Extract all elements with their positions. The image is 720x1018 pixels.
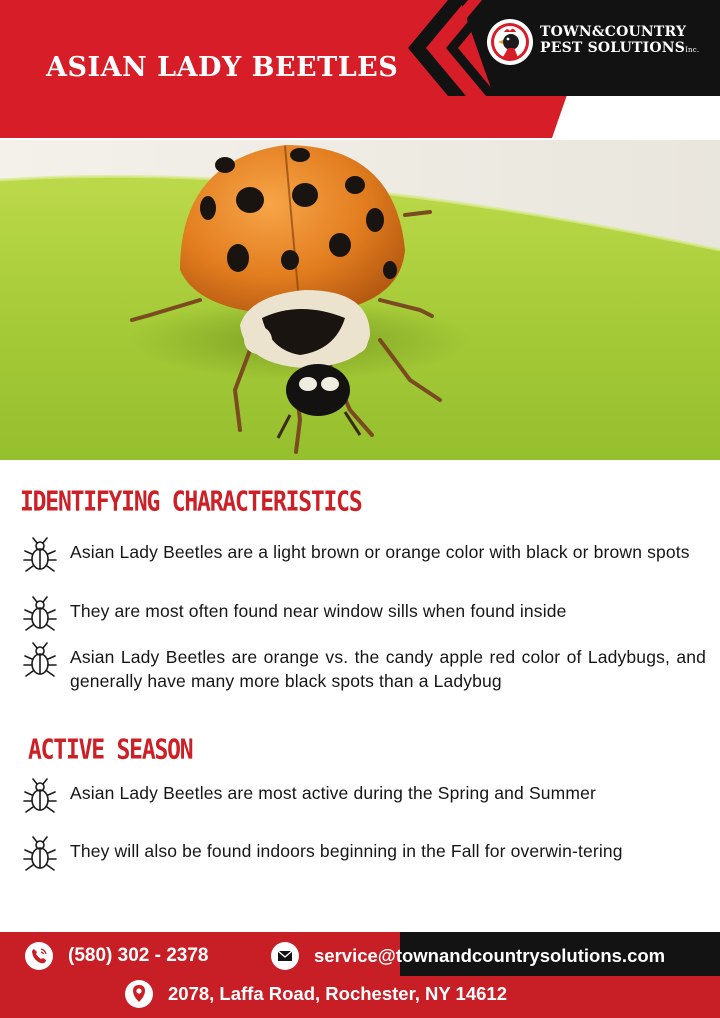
list-item [22, 599, 706, 633]
footer-address[interactable] [124, 979, 507, 1009]
rooster-badge-icon [486, 18, 534, 66]
footer-address-text: 2078, Laffa Road, Rochester, NY 14612 [168, 983, 507, 1004]
list-item-text: Asian Lady Beetles are orange vs. the candy apple red color of Ladybugs, and generally have many more black spots than a Ladybug [70, 647, 706, 691]
footer-phone[interactable] [24, 941, 209, 971]
footer-email[interactable] [270, 941, 665, 971]
list-item-text: They are most often found near window sills when found inside [70, 601, 567, 621]
logo-line-2 [540, 40, 699, 58]
section-title-active-season: ACTIVE SEASON [28, 735, 193, 766]
list-item [22, 781, 706, 815]
list-item [22, 540, 706, 574]
list-item-text: They will also be found indoors beginning in the Fall for overwin-tering [70, 841, 623, 861]
mail-icon [270, 941, 300, 971]
section-title-identifying: IDENTIFYING CHARACTERISTICS [20, 487, 362, 518]
list-item [22, 645, 706, 693]
beetle-icon [22, 536, 58, 574]
phone-icon [24, 941, 54, 971]
logo-suffix: Inc. [685, 46, 700, 54]
page-title: ASIAN LADY BEETLES [46, 52, 399, 83]
footer-phone-text: (580) 302 - 2378 [68, 945, 209, 966]
location-pin-icon [124, 979, 154, 1009]
header-banner [0, 0, 720, 140]
list-item-text: Asian Lady Beetles are a light brown or orange color with black or brown spots [70, 542, 690, 562]
logo-line-2-text: PEST SOLUTIONS [540, 40, 686, 56]
list-item-text: Asian Lady Beetles are most active during the Spring and Summer [70, 783, 596, 803]
company-logo-text [540, 24, 699, 58]
beetle-icon [22, 835, 58, 873]
footer-email-text: service@townandcountrysolutions.com [314, 945, 666, 966]
beetle-icon [22, 595, 58, 633]
list-item [22, 839, 706, 873]
logo-line-1: TOWN&COUNTRY [540, 24, 687, 40]
asian-lady-beetle-photo [0, 140, 720, 460]
beetle-icon [22, 777, 58, 815]
beetle-icon [22, 641, 58, 679]
